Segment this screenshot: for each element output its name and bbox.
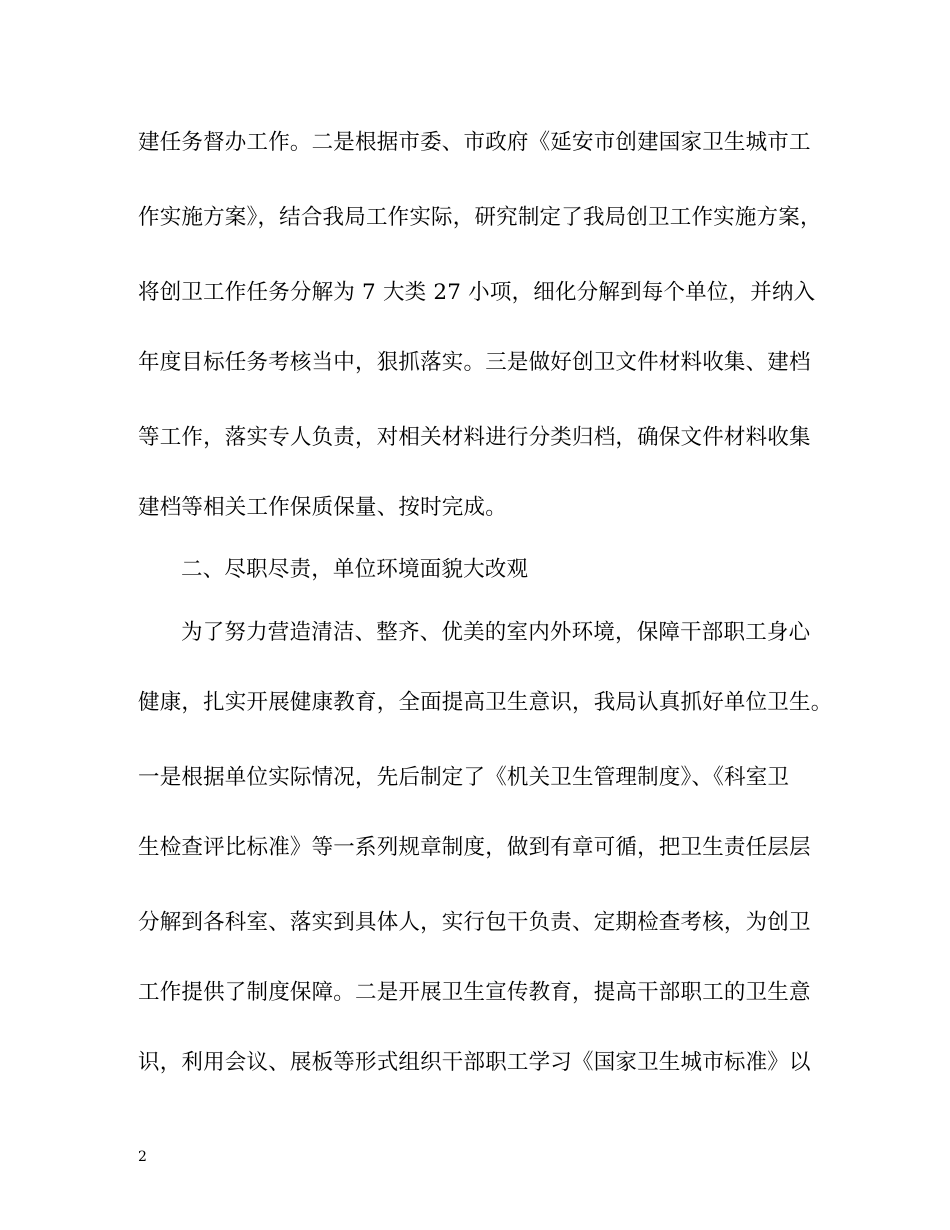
body-text-line: 健康，扎实开展健康教育，全面提高卫生意识，我局认真抓好单位卫生。 xyxy=(138,690,833,715)
body-text-line: 年度目标任务考核当中，狠抓落实。三是做好创卫文件材料收集、建档 xyxy=(138,350,811,375)
body-text-line: 建档等相关工作保质保量、按时完成。 xyxy=(138,495,507,520)
body-text-line: 将创卫工作任务分解为 7 大类 27 小项，细化分解到每个单位，并纳入 xyxy=(138,280,816,305)
section-heading: 二、尽职尽责，单位环境面貌大改观 xyxy=(181,557,529,582)
body-text-line: 识，利用会议、展板等形式组织干部职工学习《国家卫生城市标准》以 xyxy=(138,1050,811,1075)
body-text-line: 等工作，落实专人负责，对相关材料进行分类归档，确保文件材料收集 xyxy=(138,425,811,450)
body-text-line: 建任务督办工作。二是根据市委、市政府《延安市创建国家卫生城市工 xyxy=(138,130,811,155)
page-number: 2 xyxy=(138,1149,147,1165)
body-text-line: 工作提供了制度保障。二是开展卫生宣传教育，提高干部职工的卫生意 xyxy=(138,980,811,1005)
paragraph-first-line: 为了努力营造清洁、整齐、优美的室内外环境，保障干部职工身心 xyxy=(181,620,811,645)
body-text-line: 分解到各科室、落实到具体人，实行包干负责、定期检查考核，为创卫 xyxy=(138,910,811,935)
body-text-line: 一是根据单位实际情况，先后制定了《机关卫生管理制度》、《科室卫 xyxy=(138,765,790,790)
body-text-line: 生检查评比标准》等一系列规章制度，做到有章可循，把卫生责任层层 xyxy=(138,835,811,860)
body-text-line: 作实施方案》，结合我局工作实际，研究制定了我局创卫工作实施方案， xyxy=(138,205,822,230)
